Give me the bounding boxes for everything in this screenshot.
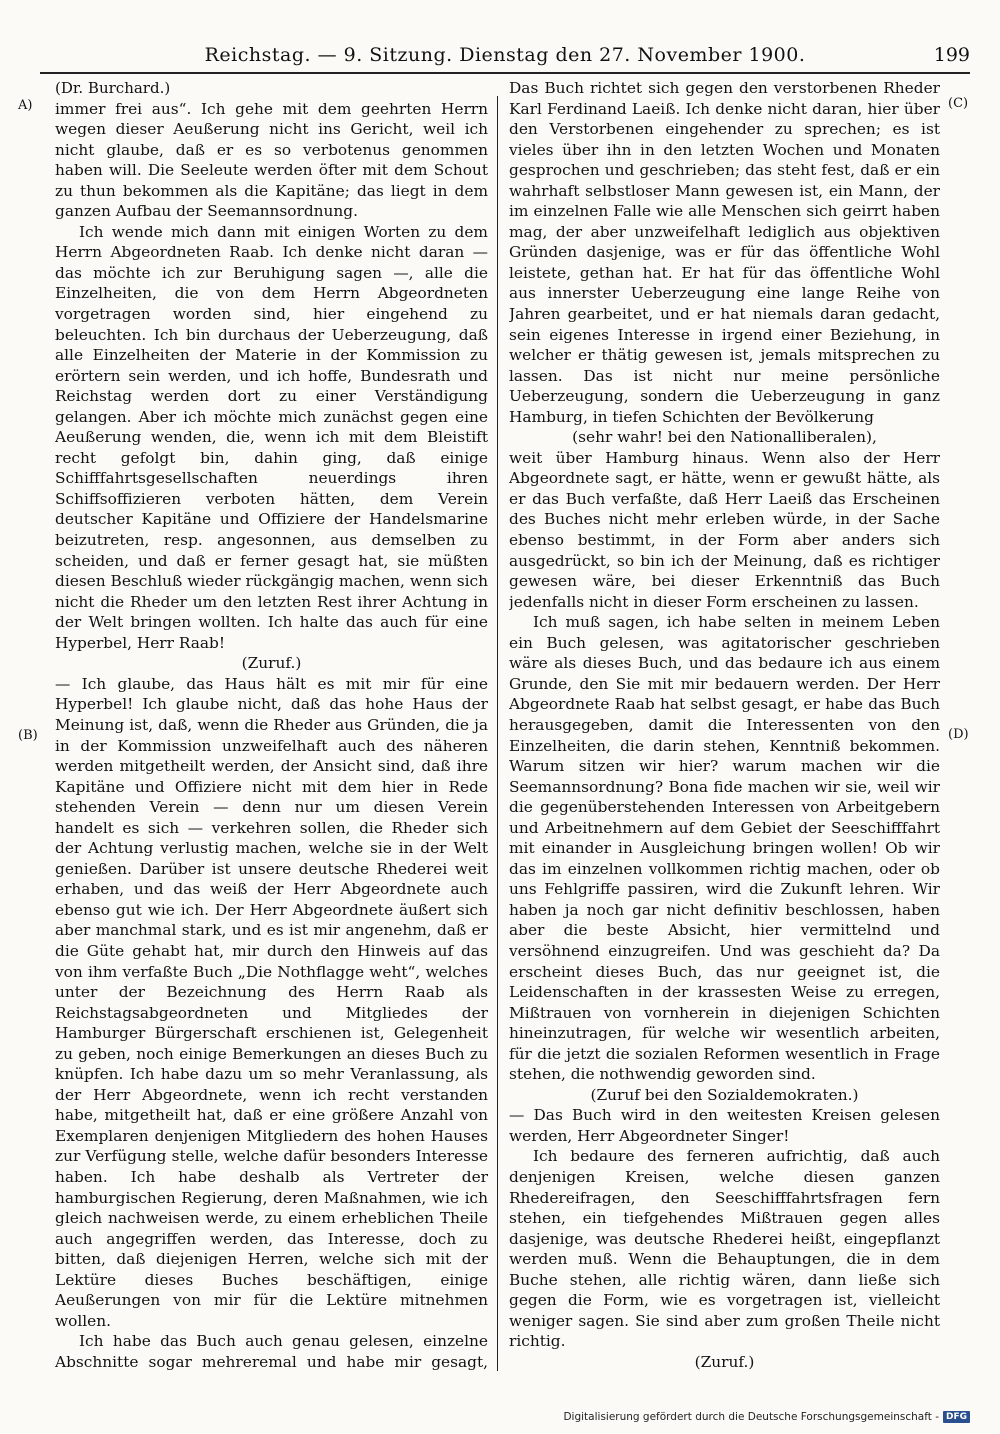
paragraph bbox=[509, 1372, 940, 1373]
footer-text: Digitalisierung gefördert durch die Deutsche Forschungsgemeinschaft - bbox=[563, 1411, 939, 1423]
paragraph: — Das Buch wird in den weitesten Kreisen gelesen werden, Herr Abgeordneter Singer! bbox=[509, 1106, 940, 1145]
column-divider bbox=[497, 96, 498, 1371]
paragraph: weit über Hamburg hinaus. Wenn also der Herr Abgeordnete sagt, er hätte, wenn er gewußt hätte, als er das Buch verfaßte, daß Herr Laeiß das Erscheinen des Buches nicht mehr erleben würde, in der Sache ebenso bestimmt, in der Form aber anders sich ausgedrückt, so bin ich der Meinung, daß es richtiger gewesen wäre, bei dieser Erkenntniß das Buch jedenfalls nicht in dieser Form erscheinen zu lassen. bbox=[509, 448, 940, 611]
header-rule bbox=[40, 72, 970, 74]
margin-marker-b: (B) bbox=[18, 728, 38, 743]
paragraph: — Ich glaube, das Haus hält es mit mir für eine Hyperbel! Ich glaube nicht, daß das hohe Haus der Meinung ist, daß, wenn die Rheder aus Gründen, die ja in der Kommission unzweifelhaft auch des näheren werden mitgetheilt werden, der Ansicht sind, daß ihre Kapitäne und Offiziere nicht mit dem hier in Rede stehenden Verein — denn nur um diesen Verein handelt es sich — verkehren sollen, die Rheder sich der Achtung verlustig machen, welche sie in der Welt genießen. Darüber ist unsere deutsche Rhederei weit erhaben, und das weiß der Herr Abgeordnete auch ebenso gut wie ich. Der Herr Abgeordnete äußert sich aber manchmal stark, und es ist mir angenehm, daß er die Güte gehabt hat, mir durch den Hinweis auf das von ihm verfaßte Buch „Die Nothflagge weht“, welches unter der Bezeichnung des Herrn Raab als Reichstagsabgeordneten und Mitgliedes der Hamburger Bürgerschaft erschienen ist, Gelegenheit zu geben, noch einige Bemerkungen an dieses Buch zu knüpfen. Ich habe dazu um so mehr Veranlassung, als der Herr Abgeordnete, wenn ich recht verstanden habe, mitgetheilt hat, daß er eine größere Anzahl von Exemplaren denjenigen Mitgliedern des hohen Hauses zur Verfügung stelle, welche dafür besonders Interesse haben. Ich habe deshalb als Vertreter der hamburgischen Regierung, deren Maßnahmen, wie ich gleich nachweisen werde, zu einem erheblichen Theile auch angegriffen werden, das Interesse, doch zu bitten, daß diejenigen Herren, welche sich mit der Lektüre dieses Buches beschäftigen, einige Aeußerungen von mir für die Lektüre mitnehmen wollen. bbox=[55, 674, 488, 1330]
speaker-label: (Dr. Burchard.) bbox=[55, 79, 171, 97]
dfg-logo-icon: DFG bbox=[943, 1411, 970, 1423]
digitization-footer bbox=[563, 1411, 970, 1423]
paragraph: Ich bedaure des ferneren aufrichtig, daß auch denjenigen Kreisen, welche diesen ganzen Rhedereifragen, den Seeschifffahrtsfragen fern stehen, ein tiefgehendes Mißtrauen gegen alles dasjenige, was deutsche Rhederei heißt, eingepflanzt werden muß. Wenn die Behauptungen, die in dem Buche stehen, alle richtig wären, dann ließe sich gegen die Form, wie es vorgetragen ist, vielleicht weniger sagen. Sie sind aber zum großen Theile nicht richtig. bbox=[509, 1147, 940, 1351]
interjection: (Zuruf.) bbox=[241, 654, 302, 673]
margin-marker-c: (C) bbox=[948, 96, 969, 111]
page-header bbox=[40, 44, 970, 74]
margin-marker-a: A) bbox=[18, 98, 33, 113]
paragraph: Das Buch richtet sich gegen den verstorbenen Rheder Karl Ferdinand Laeiß. Ich denke nicht daran, hier über den Verstorbenen eingehender zu sprechen; es ist vieles über ihn in den letzten Wochen und Monaten gesprochen und geschrieben; das steht fest, daß er ein wahrhaft selbstloser Mann gewesen ist, ein Mann, der im einzelnen Falle wie alle Menschen sich geirrt haben mag, der aber unzweifelhaft lediglich aus objektiven Gründen dasjenige, was er für das öffentliche Wohl leistete, gethan hat. Er hat für das öffentliche Wohl aus innerster Ueberzeugung eine lange Reihe von Jahren gearbeitet, und er hat niemals daran gedacht, sein eigenes Interesse in irgend einer Beziehung, in welcher er thätig gewesen ist, jemals mitsprechen zu lassen. Das ist nicht nur meine persönliche Ueberzeugung, sondern die Ueberzeugung in ganz Hamburg, in tiefen Schichten der Bevölkerung bbox=[509, 79, 940, 426]
right-column bbox=[509, 78, 940, 1373]
paragraph: Ich wende mich dann mit einigen Worten zu dem Herrn Abgeordneten Raab. Ich denke nicht daran — das möchte ich zur Beruhigung sagen —, alle die Einzelheiten, die von dem Herrn Abgeordneten vorgetragen worden sind, hier eingehend zu beleuchten. Ich bin durchaus der Ueberzeugung, daß alle Einzelheiten der Materie in der Kommission zu erörtern sein werden, und ich hoffe, Bundesrath und Reichstag werden dort zu einer Verständigung gelangen. Aber ich möchte mich zunächst gegen eine Aeußerung wenden, die, wenn ich mit dem Bleistift recht gefolgt bin, dahin ging, daß einige Schifffahrtsgesellschaften neuerdings ihren Schiffsoffizieren verboten hätten, dem Verein deutscher Kapitäne und Offiziere der Handelsmarine beizutreten, resp. angesonnen, aus demselben zu scheiden, und daß er ferner gesagt hat, sie müßten diesen Beschluß wieder rückgängig machen, wenn sich nicht die Rheder um den letzten Rest ihrer Achtung in der Welt bringen wollten. Ich halte das auch für eine Hyperbel, Herr Raab! bbox=[55, 222, 488, 652]
paragraph: Ich muß sagen, ich habe selten in meinem Leben ein Buch gelesen, was agitatorischer geschrieben wäre als dieses Buch, und das bedaure ich aus einem Grunde, den Sie mit mir bedauern werden. Der Herr Abgeordnete Raab hat selbst gesagt, er habe das Buch herausgegeben, damit die Interessenten von den Einzelheiten, die darin stehen, Kenntniß bekommen. Warum sitzen wir hier? warum machen wir die Seemannsordnung? Bona fide machen wir sie, weil wir die gegenüberstehenden Interessen von Arbeitgebern und Arbeitnehmern auf dem Gebiet der Seeschifffahrt mit einander in Ausgleichung bringen wollen! Ob wir das im einzelnen vollkommen richtig machen, oder ob uns Fehlgriffe passiren, wird die Zukunft lehren. Wir haben ja noch gar nicht definitiv beschlossen, haben aber die beste Absicht, hier vermittelnd und versöhnend einzugreifen. Und was geschieht da? Da erscheint dieses Buch, das nur geeignet ist, die Leidenschaften in der krassesten Weise zu erregen, Mißtrauen von vornherein in diejenigen Schichten hineinzutragen, für welche wir wesentlich arbeiten, für die jetzt die sozialen Reformen wesentlich in Frage stehen, die nothwendig geworden sind. bbox=[509, 613, 940, 1084]
interjection: (Zuruf bei den Sozialdemokraten.) bbox=[590, 1085, 859, 1104]
paragraph: immer frei aus“. Ich gehe mit dem geehrten Herrn wegen dieser Aeußerung nicht ins Gericht, weil ich nicht glaube, daß er es so verbotenus genommen haben will. Die Seeleute werden öfter mit dem Schout zu thun bekommen als die Kapitäne; das liegt in dem ganzen Aufbau der Seemannsordnung. bbox=[55, 99, 488, 221]
margin-marker-d: (D) bbox=[948, 727, 969, 742]
paragraph: Ich habe das Buch auch genau gelesen, einzelne Abschnitte sogar mehreremal und habe mir gesagt, bbox=[55, 1332, 488, 1371]
interjection: (Zuruf.) bbox=[694, 1352, 755, 1371]
page-number: 199 bbox=[933, 44, 970, 66]
running-title: Reichstag. — 9. Sitzung. Dienstag den 27. November 1900. bbox=[204, 44, 806, 66]
interjection: (sehr wahr! bei den Nationalliberalen), bbox=[572, 428, 877, 447]
left-column bbox=[55, 78, 488, 1373]
